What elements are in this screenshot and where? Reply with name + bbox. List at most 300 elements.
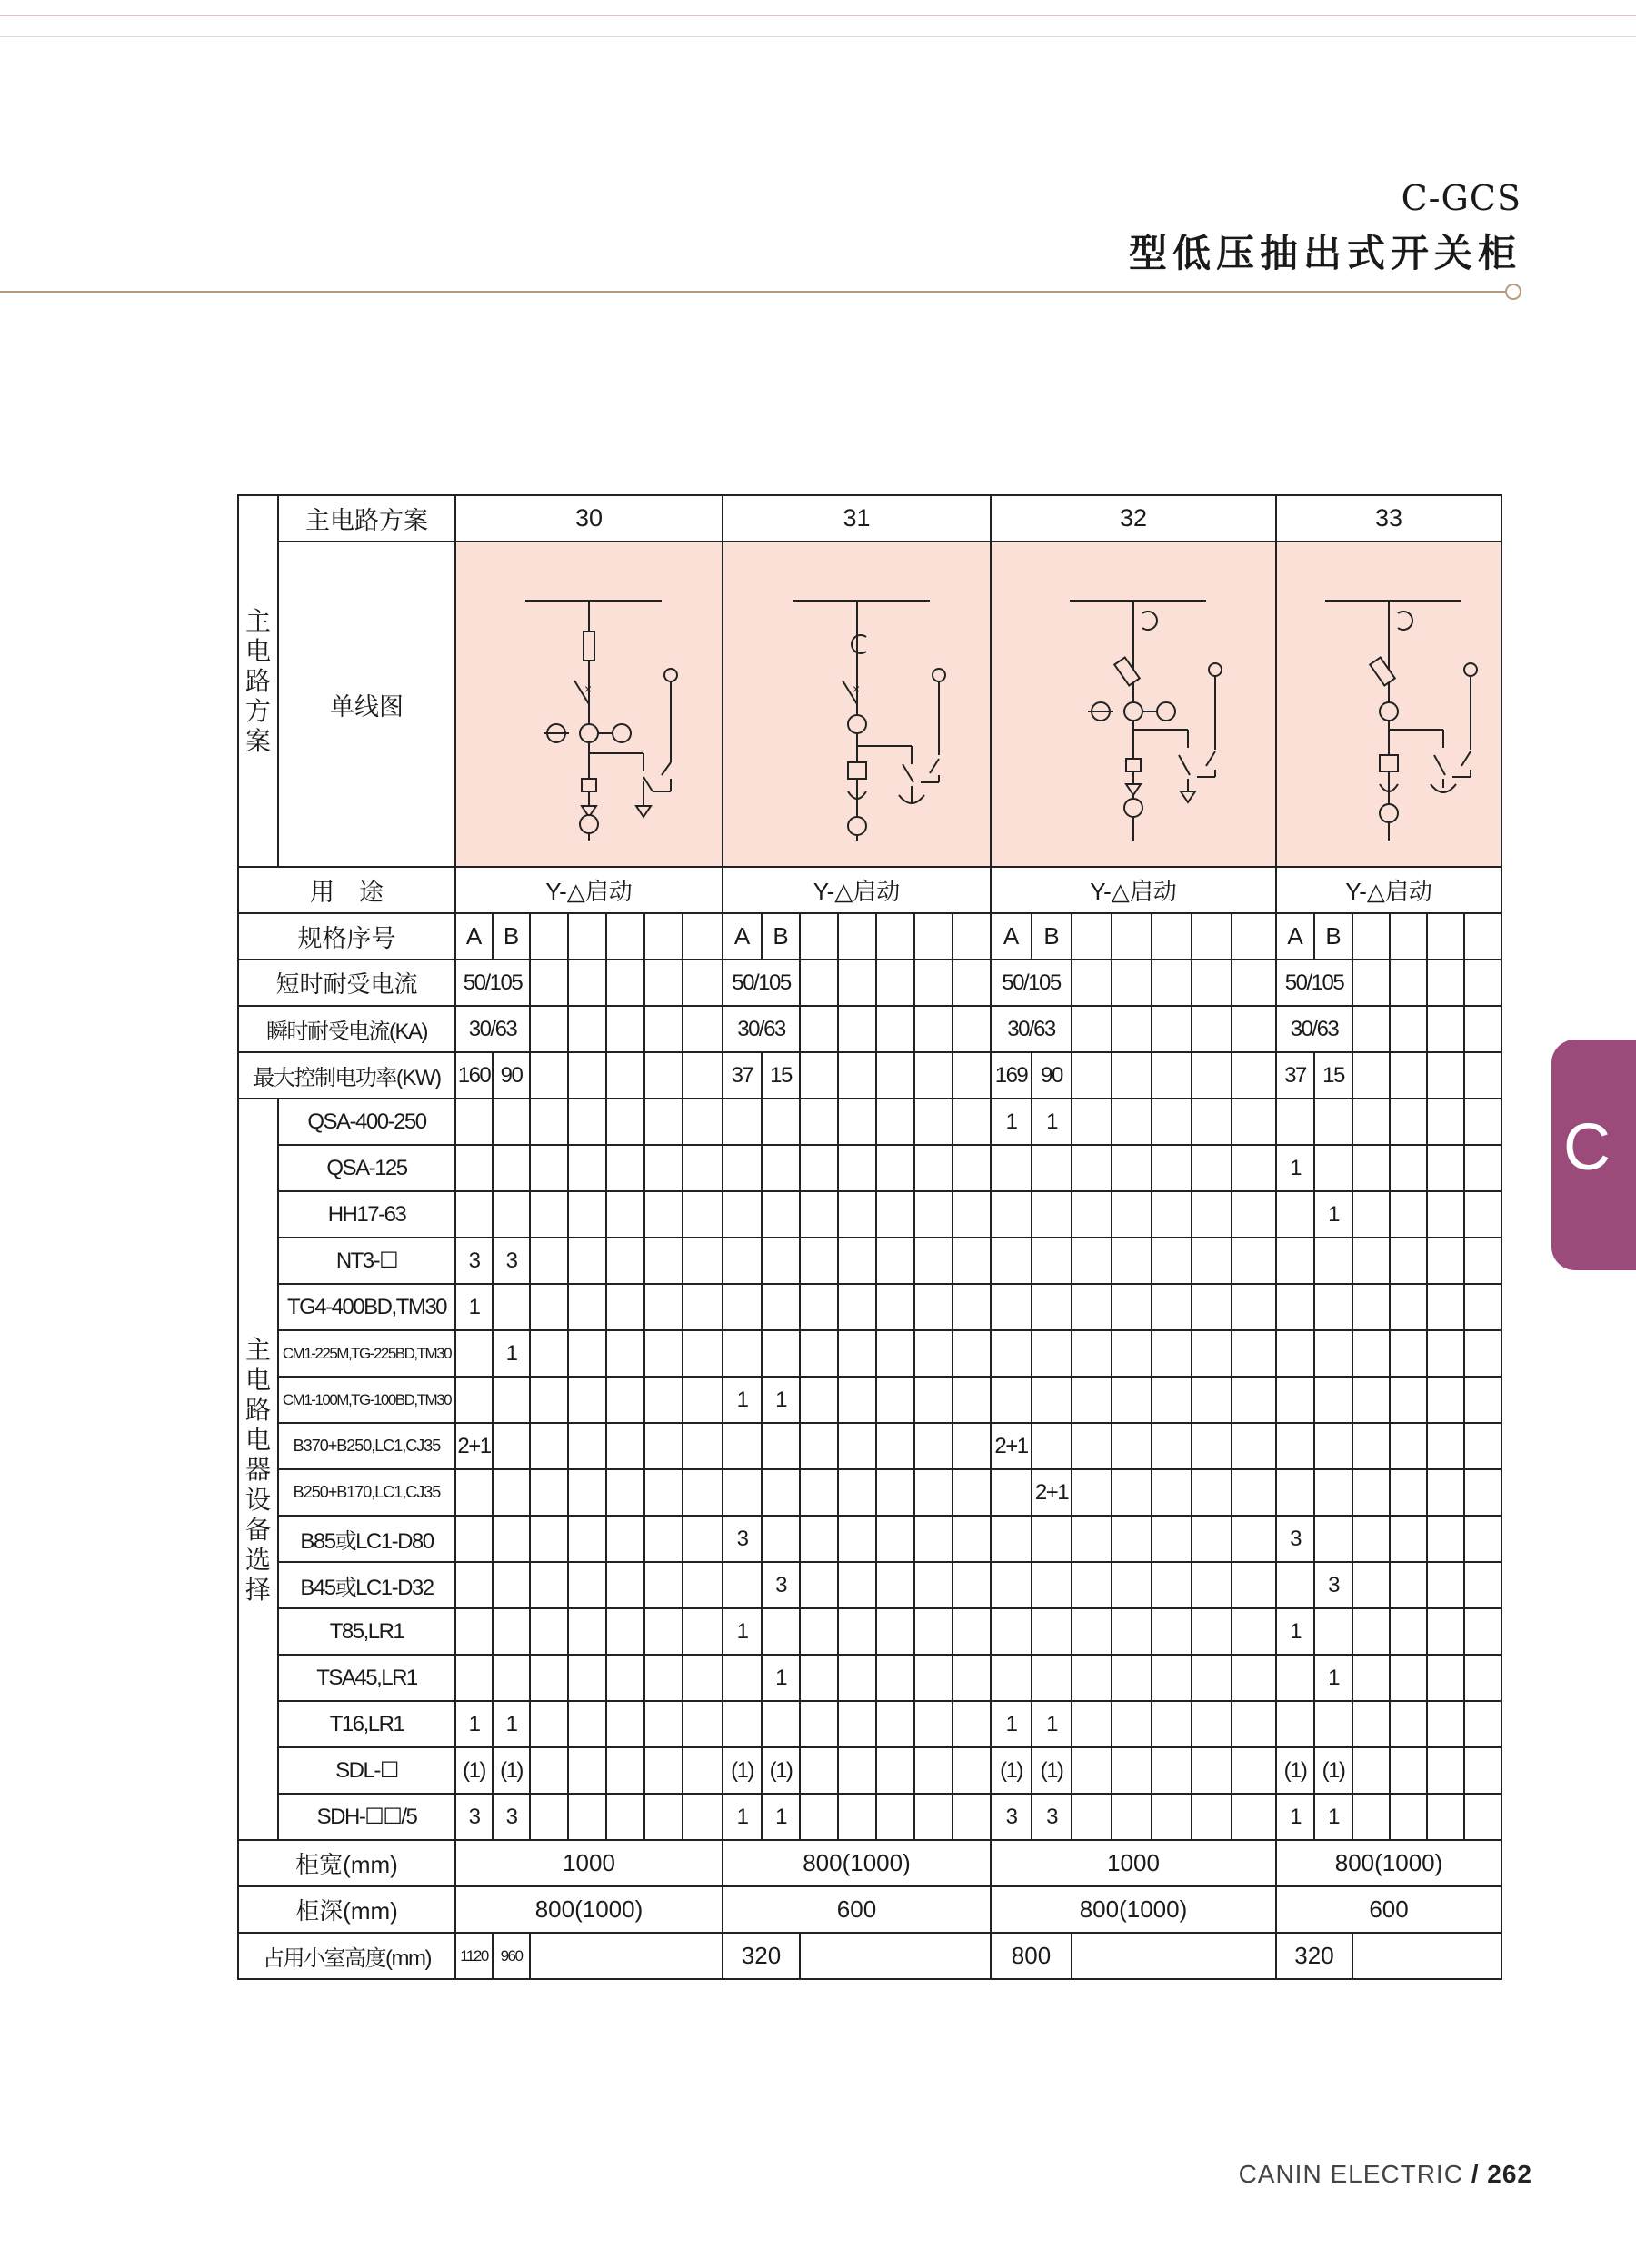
equipment-qty-cell (914, 1469, 953, 1516)
group-label-main-circuit: 主电路方案 (238, 495, 278, 867)
equipment-qty-cell (762, 1284, 800, 1330)
max-power-cell: 15 (1314, 1052, 1352, 1099)
equipment-qty-cell (1152, 1516, 1192, 1562)
equipment-qty-cell (1390, 1608, 1427, 1655)
equipment-qty-cell (838, 1238, 876, 1284)
equipment-qty-cell (876, 1608, 914, 1655)
equipment-qty-cell (1032, 1516, 1072, 1562)
equipment-qty-cell (914, 1099, 953, 1145)
equipment-qty-cell (1464, 1423, 1501, 1469)
equipment-qty-cell (493, 1099, 530, 1145)
equipment-qty-cell (800, 1516, 838, 1562)
diagram-row (238, 542, 1501, 867)
equipment-qty-cell (1314, 1608, 1352, 1655)
equipment-qty-cell (1112, 1238, 1152, 1284)
equipment-qty-cell (1152, 1423, 1192, 1469)
peak-current-cell (800, 1006, 838, 1052)
short-current-value: 50/105 (455, 960, 530, 1006)
equipment-qty-cell: 1 (762, 1794, 800, 1840)
peak-current-cell (644, 1006, 683, 1052)
equipment-qty-cell (568, 1562, 606, 1608)
equipment-qty-cell (530, 1747, 568, 1794)
equipment-qty-cell (1390, 1330, 1427, 1377)
product-subtitle: 型低压抽出式开关柜 (1128, 231, 1521, 275)
equipment-qty-cell (1112, 1608, 1152, 1655)
equipment-qty-cell (530, 1655, 568, 1701)
peak-current-cell (953, 1006, 991, 1052)
equipment-qty-cell (1464, 1191, 1501, 1238)
max-power-cell (644, 1052, 683, 1099)
equipment-qty-cell (1232, 1469, 1276, 1516)
equipment-qty-cell (1390, 1377, 1427, 1423)
equipment-qty-cell (1072, 1145, 1112, 1191)
equipment-qty-cell (1072, 1794, 1112, 1840)
equipment-qty-cell (838, 1423, 876, 1469)
equipment-qty-cell (1232, 1701, 1276, 1747)
equipment-qty-cell (1352, 1145, 1390, 1191)
equipment-qty-cell (606, 1284, 644, 1330)
equipment-qty-cell (1427, 1284, 1464, 1330)
height-row (238, 1933, 1501, 1979)
equipment-qty-cell (800, 1562, 838, 1608)
equipment-row (238, 1145, 1501, 1191)
equipment-qty-cell (876, 1238, 914, 1284)
equipment-name: T85,LR1 (278, 1608, 455, 1655)
equipment-qty-cell (953, 1701, 991, 1747)
equipment-qty-cell (876, 1701, 914, 1747)
model-title: C-GCS (1401, 178, 1521, 218)
peak-current-label: 瞬时耐受电流(KA) (238, 1006, 455, 1052)
spec-cell (1390, 913, 1427, 960)
page-number: 262 (1487, 2160, 1532, 2188)
equipment-qty-cell (723, 1562, 762, 1608)
equipment-qty-cell (455, 1145, 493, 1191)
equipment-qty-cell (1427, 1516, 1464, 1562)
equipment-qty-cell (606, 1099, 644, 1145)
equipment-qty-cell (644, 1701, 683, 1747)
equipment-qty-cell (1192, 1516, 1232, 1562)
equipment-qty-cell (1112, 1330, 1152, 1377)
spec-cell: B (493, 913, 530, 960)
equipment-qty-cell (1072, 1284, 1112, 1330)
equipment-qty-cell: 1 (455, 1284, 493, 1330)
equipment-qty-cell (1464, 1284, 1501, 1330)
equipment-qty-cell (455, 1377, 493, 1423)
equipment-qty-cell (1112, 1191, 1152, 1238)
short-current-cell (644, 960, 683, 1006)
equipment-qty-cell (1464, 1794, 1501, 1840)
equipment-qty-cell (1232, 1191, 1276, 1238)
equipment-qty-cell (606, 1794, 644, 1840)
height-cell (1352, 1933, 1501, 1979)
equipment-qty-cell (1232, 1377, 1276, 1423)
peak-current-cell (1192, 1006, 1232, 1052)
equipment-qty-cell (800, 1794, 838, 1840)
equipment-qty-cell (1232, 1655, 1276, 1701)
equipment-qty-cell (644, 1330, 683, 1377)
equipment-qty-cell (1390, 1284, 1427, 1330)
equipment-qty-cell (953, 1191, 991, 1238)
equipment-qty-cell (1192, 1701, 1232, 1747)
peak-current-cell (914, 1006, 953, 1052)
equipment-qty-cell (1072, 1238, 1112, 1284)
equipment-qty-cell (530, 1238, 568, 1284)
spec-cell (953, 913, 991, 960)
equipment-qty-cell: 3 (991, 1794, 1032, 1840)
equipment-qty-cell (1314, 1423, 1352, 1469)
equipment-qty-cell (1232, 1330, 1276, 1377)
equipment-qty-cell (800, 1191, 838, 1238)
equipment-name: T16,LR1 (278, 1701, 455, 1747)
equipment-qty-cell: 3 (762, 1562, 800, 1608)
equipment-qty-cell (683, 1377, 723, 1423)
top-decor-line-thin (0, 36, 1636, 37)
group-label-equipment (238, 1099, 278, 1840)
equipment-qty-cell (1032, 1145, 1072, 1191)
short-current-cell (953, 960, 991, 1006)
circuit-diagram-32 (1042, 568, 1224, 841)
equipment-qty-cell (1192, 1238, 1232, 1284)
equipment-qty-cell: 1 (1314, 1655, 1352, 1701)
peak-current-cell (530, 1006, 568, 1052)
equipment-qty-cell (530, 1377, 568, 1423)
equipment-qty-cell (1390, 1794, 1427, 1840)
spec-cell (800, 913, 838, 960)
equipment-qty-cell (644, 1655, 683, 1701)
circuit-diagram-33 (1298, 568, 1480, 841)
equipment-qty-cell (1072, 1330, 1112, 1377)
equipment-qty-cell (606, 1423, 644, 1469)
equipment-qty-cell (1152, 1701, 1192, 1747)
short-current-cell (876, 960, 914, 1006)
equipment-qty-cell (455, 1099, 493, 1145)
equipment-qty-cell (606, 1145, 644, 1191)
equipment-row (238, 1562, 1501, 1608)
equipment-qty-cell (455, 1562, 493, 1608)
max-power-cell (876, 1052, 914, 1099)
scheme-32: 32 (991, 495, 1276, 542)
short-current-cell (1464, 960, 1501, 1006)
max-power-label: 最大控制电功率(KW) (238, 1052, 455, 1099)
spec-cell (914, 913, 953, 960)
equipment-qty-cell (683, 1469, 723, 1516)
equipment-qty-cell (683, 1794, 723, 1840)
equipment-qty-cell: 3 (455, 1794, 493, 1840)
equipment-qty-cell (723, 1284, 762, 1330)
equipment-qty-cell (800, 1145, 838, 1191)
max-power-cell: 37 (723, 1052, 762, 1099)
equipment-qty-cell (1314, 1330, 1352, 1377)
short-current-cell (1232, 960, 1276, 1006)
equipment-qty-cell (493, 1516, 530, 1562)
width-value: 1000 (455, 1840, 723, 1886)
equipment-qty-cell: 1 (762, 1655, 800, 1701)
scheme-30: 30 (455, 495, 723, 542)
equipment-qty-cell (1152, 1747, 1192, 1794)
equipment-qty-cell: 3 (723, 1516, 762, 1562)
equipment-qty-cell (1032, 1284, 1072, 1330)
max-power-cell (1352, 1052, 1390, 1099)
equipment-qty-cell (644, 1238, 683, 1284)
equipment-qty-cell (1232, 1423, 1276, 1469)
equipment-qty-cell (953, 1330, 991, 1377)
equipment-qty-cell (1152, 1608, 1192, 1655)
equipment-qty-cell (530, 1608, 568, 1655)
equipment-row (238, 1238, 1501, 1284)
equipment-qty-cell (568, 1794, 606, 1840)
equipment-qty-cell (838, 1191, 876, 1238)
equipment-qty-cell (991, 1377, 1032, 1423)
top-decor-line (0, 15, 1636, 16)
equipment-qty-cell (800, 1330, 838, 1377)
equipment-qty-cell (762, 1330, 800, 1377)
equipment-qty-cell (1390, 1469, 1427, 1516)
equipment-qty-cell (1390, 1423, 1427, 1469)
equipment-qty-cell (1276, 1562, 1314, 1608)
width-value: 800(1000) (723, 1840, 991, 1886)
equipment-qty-cell (991, 1655, 1032, 1701)
equipment-qty-cell (1464, 1608, 1501, 1655)
equipment-qty-cell (762, 1516, 800, 1562)
equipment-qty-cell (762, 1608, 800, 1655)
equipment-qty-cell (530, 1284, 568, 1330)
height-value: 800 (991, 1933, 1072, 1979)
equipment-qty-cell (914, 1145, 953, 1191)
equipment-qty-cell (1427, 1099, 1464, 1145)
max-power-cell: 90 (493, 1052, 530, 1099)
section-tab (1551, 1040, 1636, 1270)
equipment-qty-cell (1192, 1099, 1232, 1145)
spec-cell: A (723, 913, 762, 960)
equipment-qty-cell (838, 1284, 876, 1330)
equipment-qty-cell (530, 1469, 568, 1516)
peak-current-cell (1112, 1006, 1152, 1052)
equipment-qty-cell (606, 1747, 644, 1794)
equipment-qty-cell (1152, 1145, 1192, 1191)
equipment-name: CM1-100M,TG-100BD,TM30 (278, 1377, 455, 1423)
equipment-qty-cell (1427, 1145, 1464, 1191)
equipment-qty-cell (1112, 1701, 1152, 1747)
equipment-qty-cell (1112, 1562, 1152, 1608)
equipment-qty-cell (762, 1701, 800, 1747)
equipment-qty-cell: 3 (493, 1238, 530, 1284)
equipment-qty-cell (1427, 1191, 1464, 1238)
equipment-row (238, 1099, 1501, 1145)
spec-cell (530, 913, 568, 960)
equipment-qty-cell (455, 1655, 493, 1701)
equipment-qty-cell (762, 1145, 800, 1191)
short-current-cell (683, 960, 723, 1006)
height-value: 1120 (455, 1933, 493, 1979)
equipment-qty-cell (991, 1191, 1032, 1238)
equipment-name: CM1-225M,TG-225BD,TM30 (278, 1330, 455, 1377)
max-power-cell (530, 1052, 568, 1099)
short-current-cell (838, 960, 876, 1006)
equipment-qty-cell (914, 1284, 953, 1330)
equipment-qty-cell (1192, 1423, 1232, 1469)
equipment-qty-cell: 1 (723, 1608, 762, 1655)
equipment-qty-cell: 2+1 (455, 1423, 493, 1469)
equipment-qty-cell (568, 1747, 606, 1794)
equipment-row (238, 1284, 1501, 1330)
equipment-qty-cell (953, 1145, 991, 1191)
equipment-qty-cell (493, 1284, 530, 1330)
equipment-qty-cell (1072, 1099, 1112, 1145)
depth-row (238, 1886, 1501, 1933)
equipment-name: SDL-☐ (278, 1747, 455, 1794)
equipment-qty-cell (568, 1655, 606, 1701)
equipment-qty-cell (914, 1377, 953, 1423)
equipment-qty-cell (1192, 1191, 1232, 1238)
equipment-qty-cell (1352, 1099, 1390, 1145)
spec-cell: A (1276, 913, 1314, 960)
usage-row (238, 867, 1501, 913)
equipment-qty-cell (1032, 1608, 1072, 1655)
equipment-qty-cell (800, 1701, 838, 1747)
equipment-row (238, 1191, 1501, 1238)
spec-label: 规格序号 (238, 913, 455, 960)
equipment-qty-cell (1390, 1191, 1427, 1238)
equipment-qty-cell (1352, 1655, 1390, 1701)
equipment-qty-cell (991, 1562, 1032, 1608)
equipment-qty-cell (568, 1099, 606, 1145)
equipment-qty-cell (914, 1747, 953, 1794)
equipment-qty-cell (606, 1238, 644, 1284)
equipment-qty-cell (1072, 1191, 1112, 1238)
equipment-qty-cell (953, 1099, 991, 1145)
equipment-qty-cell (606, 1701, 644, 1747)
equipment-qty-cell (530, 1099, 568, 1145)
equipment-qty-cell (838, 1516, 876, 1562)
equipment-qty-cell (1072, 1655, 1112, 1701)
equipment-qty-cell (762, 1099, 800, 1145)
equipment-qty-cell (1464, 1516, 1501, 1562)
equipment-qty-cell (1427, 1330, 1464, 1377)
equipment-qty-cell (914, 1238, 953, 1284)
equipment-row (238, 1516, 1501, 1562)
equipment-qty-cell: (1) (1032, 1747, 1072, 1794)
equipment-qty-cell (914, 1562, 953, 1608)
equipment-qty-cell (1276, 1284, 1314, 1330)
depth-value: 600 (1276, 1886, 1501, 1933)
equipment-qty-cell (1276, 1191, 1314, 1238)
equipment-qty-cell (1427, 1794, 1464, 1840)
equipment-qty-cell (493, 1377, 530, 1423)
spec-cell (1072, 913, 1112, 960)
max-power-cell: 160 (455, 1052, 493, 1099)
short-current-cell (1352, 960, 1390, 1006)
equipment-row (238, 1655, 1501, 1701)
equipment-qty-cell (1152, 1469, 1192, 1516)
svg-text:×: × (584, 681, 593, 696)
width-value: 1000 (991, 1840, 1276, 1886)
equipment-qty-cell (568, 1608, 606, 1655)
equipment-qty-cell (1192, 1655, 1232, 1701)
short-current-cell (914, 960, 953, 1006)
equipment-qty-cell (1192, 1794, 1232, 1840)
equipment-qty-cell (800, 1238, 838, 1284)
equipment-qty-cell: (1) (762, 1747, 800, 1794)
equipment-qty-cell (530, 1191, 568, 1238)
equipment-qty-cell (762, 1469, 800, 1516)
equipment-qty-cell (1152, 1191, 1192, 1238)
equipment-qty-cell (914, 1191, 953, 1238)
equipment-name: NT3-☐ (278, 1238, 455, 1284)
spec-cell (1112, 913, 1152, 960)
short-current-cell (1427, 960, 1464, 1006)
peak-current-cell (1352, 1006, 1390, 1052)
equipment-qty-cell (1192, 1284, 1232, 1330)
equipment-qty-cell (530, 1794, 568, 1840)
equipment-qty-cell (876, 1655, 914, 1701)
equipment-qty-cell (723, 1655, 762, 1701)
equipment-qty-cell (876, 1469, 914, 1516)
short-current-value: 50/105 (723, 960, 800, 1006)
equipment-qty-cell (838, 1145, 876, 1191)
equipment-qty-cell (1464, 1469, 1501, 1516)
equipment-qty-cell: 1 (1276, 1608, 1314, 1655)
equipment-qty-cell: 1 (991, 1701, 1032, 1747)
equipment-qty-cell (1352, 1238, 1390, 1284)
equipment-qty-cell (838, 1794, 876, 1840)
equipment-qty-cell (1464, 1655, 1501, 1701)
usage-30: Y-△启动 (455, 867, 723, 913)
equipment-qty-cell (644, 1099, 683, 1145)
equipment-qty-cell (838, 1701, 876, 1747)
spec-cell (568, 913, 606, 960)
spec-cell (1152, 913, 1192, 960)
equipment-qty-cell (1276, 1377, 1314, 1423)
peak-current-cell (1464, 1006, 1501, 1052)
spec-cell (606, 913, 644, 960)
equipment-qty-cell (1427, 1423, 1464, 1469)
equipment-qty-cell (1314, 1238, 1352, 1284)
equipment-qty-cell (876, 1145, 914, 1191)
diagram-label: 单线图 (278, 542, 455, 867)
svg-text:×: × (852, 681, 860, 696)
equipment-qty-cell (991, 1238, 1032, 1284)
equipment-qty-cell (723, 1330, 762, 1377)
equipment-row (238, 1701, 1501, 1747)
equipment-name: B370+B250,LC1,CJ35 (278, 1423, 455, 1469)
equipment-qty-cell (723, 1701, 762, 1747)
equipment-qty-cell (914, 1330, 953, 1377)
peak-current-cell (838, 1006, 876, 1052)
max-power-cell (606, 1052, 644, 1099)
spec-cell: B (1032, 913, 1072, 960)
equipment-qty-cell (723, 1423, 762, 1469)
equipment-qty-cell (1152, 1794, 1192, 1840)
equipment-qty-cell (683, 1701, 723, 1747)
equipment-qty-cell: 1 (762, 1377, 800, 1423)
max-power-cell (1390, 1052, 1427, 1099)
spec-cell (644, 913, 683, 960)
equipment-qty-cell (762, 1191, 800, 1238)
peak-current-value: 30/63 (991, 1006, 1072, 1052)
peak-current-value: 30/63 (723, 1006, 800, 1052)
equipment-qty-cell (876, 1562, 914, 1608)
equipment-qty-cell: 3 (1276, 1516, 1314, 1562)
equipment-name: B45或LC1-D32 (278, 1562, 455, 1608)
circuit-diagram-31 (766, 568, 948, 841)
peak-current-value: 30/63 (1276, 1006, 1352, 1052)
equipment-qty-cell (530, 1701, 568, 1747)
equipment-qty-cell (1427, 1655, 1464, 1701)
equipment-qty-cell: 1 (723, 1377, 762, 1423)
equipment-qty-cell (683, 1423, 723, 1469)
equipment-qty-cell: 1 (723, 1794, 762, 1840)
peak-current-cell (1390, 1006, 1427, 1052)
